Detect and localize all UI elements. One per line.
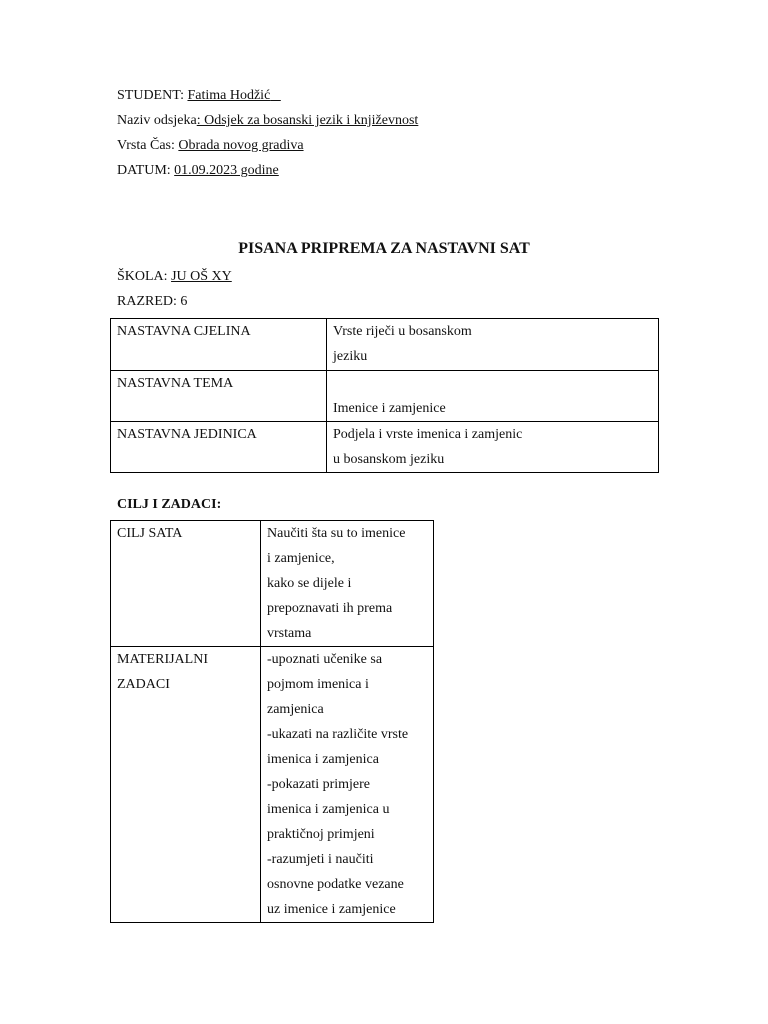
cell-line: uz imenice i zamjenice [267, 902, 396, 917]
goals-heading: CILJ I ZADACI: [117, 497, 222, 512]
class-type-value: Obrada novog gradiva [178, 138, 304, 153]
table-row [111, 371, 659, 422]
cell-line: pojmom imenica i [267, 677, 369, 692]
cell-line: ZADACI [117, 677, 170, 692]
student-value: Fatima Hodžić [187, 88, 271, 103]
table-row [111, 422, 659, 473]
cell-line: imenica i zamjenica [267, 752, 379, 767]
date-line [117, 162, 279, 180]
cell-line: Podjela i vrste imenica i zamjenic [333, 427, 523, 442]
lesson-table [110, 318, 659, 473]
cell-line: Vrste riječi u bosanskom [333, 324, 472, 339]
table-row [111, 647, 434, 923]
lesson-cell-value [327, 422, 659, 473]
class-type-label: Vrsta Čas: [117, 138, 175, 153]
student-line [117, 87, 281, 105]
cell-line: zamjenica [267, 702, 324, 717]
lesson-cell-label: NASTAVNA TEMA [111, 371, 327, 422]
cell-line: -upoznati učenike sa [267, 652, 383, 667]
cell-line: -pokazati primjere [267, 777, 371, 792]
cell-line: Naučiti šta su to imenice [267, 526, 406, 541]
department-line [117, 112, 418, 130]
table-row [111, 521, 434, 647]
lesson-cell-label: NASTAVNA CJELINA [111, 319, 327, 371]
department-value: : Odsjek za bosanski jezik i književnost [196, 113, 419, 128]
cell-line: MATERIJALNI [117, 652, 208, 667]
date-label: DATUM: [117, 163, 171, 178]
date-value: 01.09.2023 godine [174, 163, 279, 178]
cell-line: praktičnoj primjeni [267, 827, 375, 842]
goals-cell-value [261, 647, 434, 923]
school-line [117, 268, 232, 286]
class-type-line [117, 137, 304, 155]
goals-cell-label [111, 647, 261, 923]
cell-line: osnovne podatke vezane [267, 877, 404, 892]
cell-line: i zamjenice, [267, 551, 335, 566]
grade-label: RAZRED: [117, 294, 177, 309]
cell-line: CILJ SATA [117, 526, 183, 541]
lesson-cell-value [327, 371, 659, 422]
lesson-cell-value [327, 319, 659, 371]
cell-line [333, 371, 652, 396]
grade-value: 6 [180, 294, 188, 309]
school-value: JU OŠ XY [171, 269, 232, 284]
cell-line: -ukazati na različite vrste [267, 727, 409, 742]
grade-line [117, 293, 187, 311]
goals-cell-label [111, 521, 261, 647]
cell-line: jeziku [333, 349, 368, 364]
cell-line: Imenice i zamjenice [333, 401, 446, 416]
cell-line: -razumjeti i naučiti [267, 852, 374, 867]
cell-line: kako se dijele i [267, 576, 352, 591]
goals-table [110, 520, 434, 923]
cell-line: vrstama [267, 626, 312, 641]
cell-line: prepoznavati ih prema [267, 601, 393, 616]
lesson-cell-label: NASTAVNA JEDINICA [111, 422, 327, 473]
cell-line: imenica i zamjenica u [267, 802, 390, 817]
school-label: ŠKOLA: [117, 269, 168, 284]
student-label: STUDENT: [117, 88, 184, 103]
department-label: Naziv odsjeka [117, 113, 197, 128]
table-row [111, 319, 659, 371]
goals-cell-value [261, 521, 434, 647]
page-title: PISANA PRIPREMA ZA NASTAVNI SAT [238, 240, 530, 257]
cell-line: u bosanskom jeziku [333, 452, 445, 467]
